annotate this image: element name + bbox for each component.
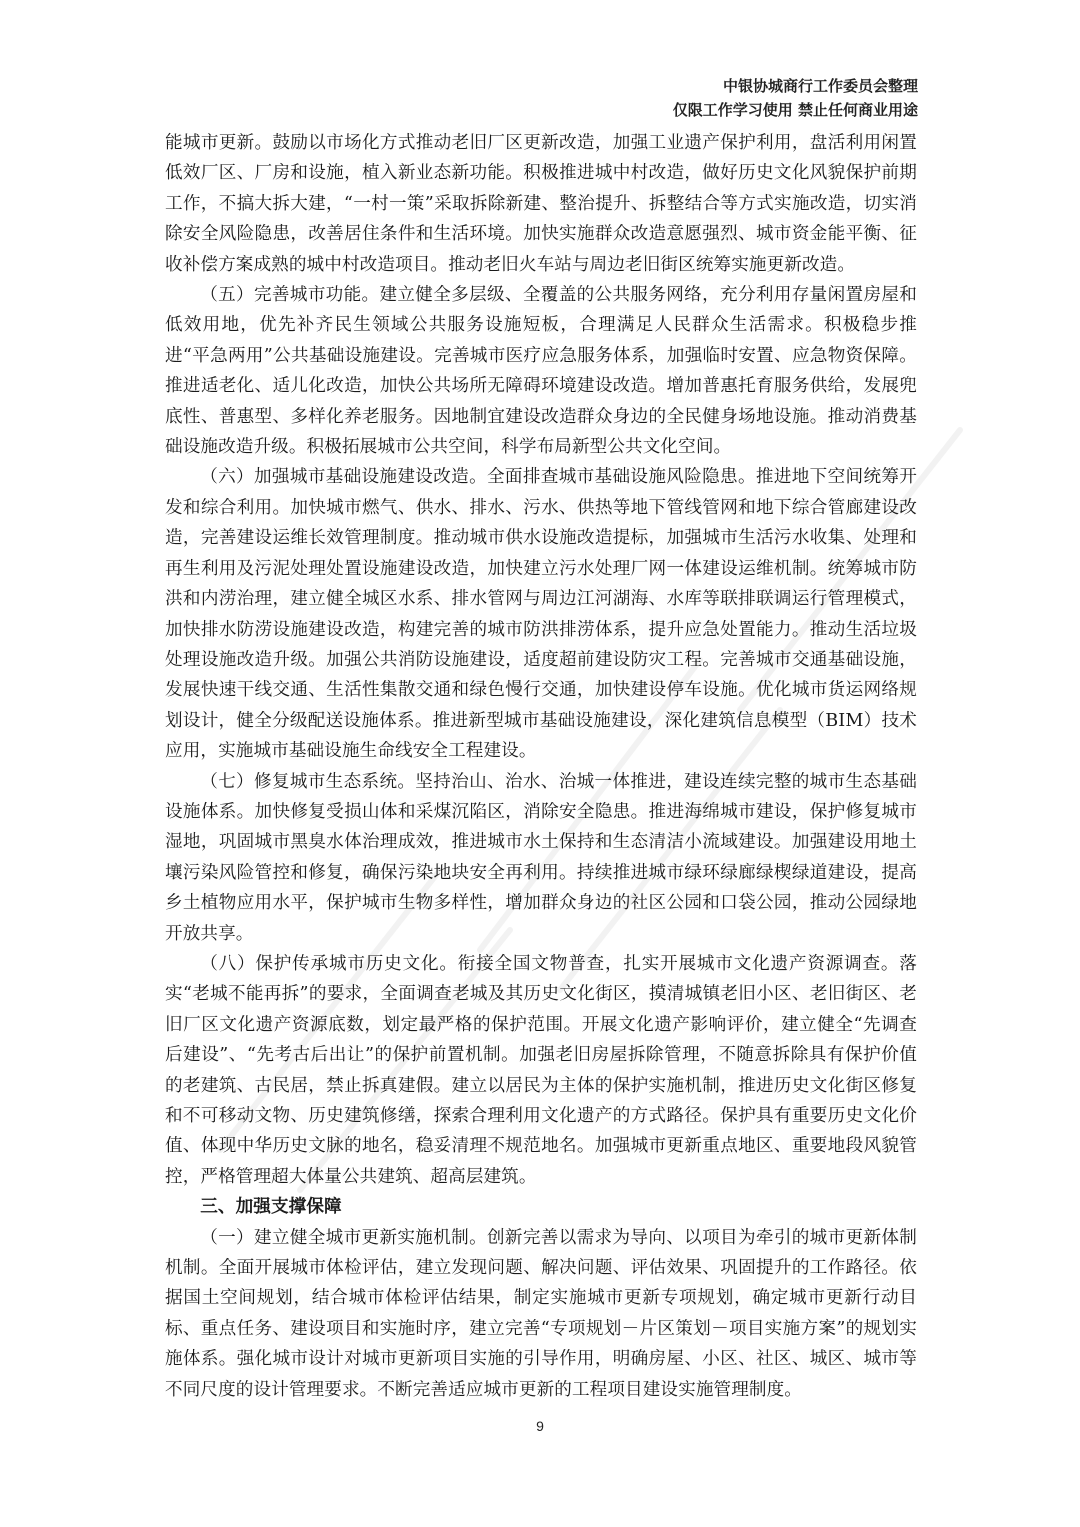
paragraph-continuation: 能城市更新。鼓励以市场化方式推动老旧厂区更新改造，加强工业遗产保护利用，盘活利用闲置低效厂区、厂房和设施，植入新业态新功能。积极推进城中村改造，做好历史文化风貌保护前期工作，不搞大拆大建，“一村一策”采取拆除新建、整治提升、拆整结合等方式实施改造，切实消除安全风险隐患，改善居住条件和生活环境。加快实施群众改造意愿强烈、城市资金能平衡、征收补偿方案成熟的城中村改造项目。推动老旧火车站与周边老旧街区统筹实施更新改造。 [165, 133, 917, 275]
paragraph-support-1: （一）建立健全城市更新实施机制。创新完善以需求为导向、以项目为牵引的城市更新体制机制。全面开展城市体检评估，建立发现问题、解决问题、评估效果、巩固提升的工作路径。依据国土空间规划，结合城市体检评估结果，制定实施城市更新专项规划，确定城市更新行动目标、重点任务、建设项目和实施时序，建立完善“专项规划－片区策划－项目实施方案”的规划实施体系。强化城市设计对城市更新项目实施的引导作用，明确房屋、小区、社区、城区、城市等不同尺度的设计管理要求。不断完善适应城市更新的工程项目建设实施管理制度。 [165, 1227, 917, 1400]
document-header [673, 74, 918, 122]
section-heading: 三、加强支撑保障 [200, 1197, 342, 1218]
header-usage-notice: 仅限工作学习使用 禁止任何商业用途 [672, 101, 918, 119]
paragraph-section-8: （八）保护传承城市历史文化。衔接全国文物普查，扎实开展城市文化遗产资源调查。落实“老城不能再拆”的要求，全面调查老城及其历史文化街区，摸清城镇老旧小区、老旧街区、老旧厂区文化遗产资源底数，划定最严格的保护范围。开展文化遗产影响评价，建立健全“先调查后建设”、“先考古后出让”的保护前置机制。加强老旧房屋拆除管理，不随意拆除具有保护价值的老建筑、古民居，禁止拆真建假。建立以居民为主体的保护实施机制，推进历史文化街区修复和不可移动文物、历史建筑修缮，探索合理利用文化遗产的方式路径。保护具有重要历史文化价值、体现中华历史文脉的地名，稳妥清理不规范地名。加强城市更新重点地区、重要地段风貌管控，严格管理超大体量公共建筑、超高层建筑。 [165, 953, 917, 1187]
paragraph-section-6: （六）加强城市基础设施建设改造。全面排查城市基础设施风险隐患。推进地下空间统筹开发和综合利用。加快城市燃气、供水、排水、污水、供热等地下管线管网和地下综合管廊建设改造，完善建设运维长效管理制度。推动城市供水设施改造提标，加强城市生活污水收集、处理和再生利用及污泥处理处置设施建设改造，加快建立污水处理厂网一体建设运维机制。统筹城市防洪和内涝治理，建立健全城区水系、排水管网与周边江河湖海、水库等联排联调运行管理模式，加快排水防涝设施建设改造，构建完善的城市防洪排涝体系，提升应急处置能力。推动生活垃圾处理设施改造升级。加强公共消防设施建设，适度超前建设防灾工程。完善城市交通基础设施，发展快速干线交通、生活性集散交通和绿色慢行交通，加快建设停车设施。优化城市货运网络规划设计，健全分级配送设施体系。推进新型城市基础设施建设，深化建筑信息模型（BIM）技术应用，实施城市基础设施生命线安全工程建设。 [165, 467, 917, 762]
paragraph-section-7: （七）修复城市生态系统。坚持治山、治水、治城一体推进，建设连续完整的城市生态基础设施体系。加快修复受损山体和采煤沉陷区，消除安全隐患。推进海绵城市建设，保护修复城市湿地，巩固城市黑臭水体治理成效，推进城市水土保持和生态清洁小流域建设。加强建设用地土壤污染风险管控和修复，确保污染地块安全再利用。持续推进城市绿环绿廊绿楔绿道建设，提高乡土植物应用水平，保护城市生物多样性，增加群众身边的社区公园和口袋公园，推动公园绿地开放共享。 [165, 771, 917, 944]
document-body [165, 128, 917, 1405]
header-organization: 中银协城商行工作委员会整理 [722, 77, 918, 95]
page-number: 9 [536, 1418, 544, 1434]
paragraph-section-5: （五）完善城市功能。建立健全多层级、全覆盖的公共服务网络，充分利用存量闲置房屋和低效用地，优先补齐民生领域公共服务设施短板，合理满足人民群众生活需求。积极稳步推进“平急两用”公共基础设施建设。完善城市医疗应急服务体系，加强临时安置、应急物资保障。推进适老化、适儿化改造，加快公共场所无障碍环境建设改造。增加普惠托育服务供给，发展兜底性、普惠型、多样化养老服务。因地制宜建设改造群众身边的全民健身场地设施。推动消费基础设施改造升级。积极拓展城市公共空间，科学布局新型公共文化空间。 [165, 285, 917, 458]
